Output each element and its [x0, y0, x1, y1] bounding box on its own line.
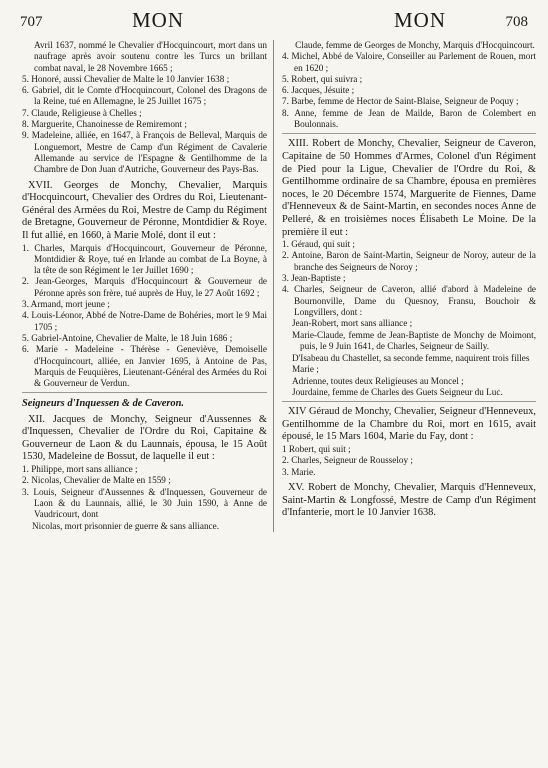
sub-item: Jean-Robert, mort sans alliance ;	[292, 318, 413, 329]
section-xii: XII. Jacques de Monchy, Seigneur d'Aussennes & d'Inquessen, Chevalier de l'Ordre du Roi, Capitaine & Gouverneur de Laon & du Launnais, épousa, le 15 Août 1530, Madeleine de Bossut, de laquelle il eut :	[22, 413, 267, 463]
list-item: 2. Jean-Georges, Marquis d'Hocquincourt & Gouverneur de Péronne après son frère, tué auprès de Huy, le 27 Août 1692 ;	[22, 276, 267, 298]
list-item: 3. Jean-Baptiste ;	[282, 273, 346, 284]
list-item: 4. Michel, Abbé de Valoire, Conseiller au Parlement de Rouen, mort en 1620 ;	[282, 51, 536, 73]
section-xiii: XIII. Robert de Monchy, Chevalier, Seigneur de Caveron, Capitaine de 50 Hommes d'Armes, Colonel d'un Régiment de Pied pour la Ligue, Chevalier de l'Ordre du Roi, & Gentilhomme ordinaire de sa Chambre, épousa en premières noces, le 20 Décembre 1574, Marguerite de Fiennes, Dame d'Henneveux & de Saint-Martin, en secondes noces Anne de Pelleré, & en troisièmes noces Élisabeth Le Moine. De la première il eut :	[282, 138, 536, 238]
list-item: 2. Antoine, Baron de Saint-Martin, Seigneur de Noroy, auteur de la branche des Seigneurs de Noroy ;	[282, 250, 536, 272]
list-item: 2. Charles, Seigneur de Rousseloy ;	[282, 455, 413, 466]
list-item: 9. Madeleine, alliée, en 1647, à François de Belleval, Marquis de Longuemort, Mestre de Camp d'un Régiment de Cavalerie Allemande au service de l'Espagne & Gentilhomme de la Chambre de Don Juan d'Autriche, Gouverneur des Pays-Bas.	[22, 130, 267, 175]
left-page-number: 707	[20, 14, 43, 30]
list-item: 7. Claude, Religieuse à Chelles ;	[22, 107, 142, 118]
list-item: 6. Jacques, Jésuite ;	[282, 85, 355, 96]
list-item: 8. Marguerite, Chanoinesse de Remiremont ;	[22, 119, 187, 130]
list-item: 3. Louis, Seigneur d'Aussennes & d'Inquessen, Gouverneur de Laon & du Launnais, allié, le 30 Juin 1590, à Anne de Vaudricourt, dont	[22, 486, 267, 520]
right-column	[274, 40, 536, 532]
list-item: 1. Philippe, mort sans alliance ;	[22, 464, 138, 475]
divider	[282, 133, 536, 134]
second-marriage-paragraph: D'Isabeau du Chastellet, sa seconde femme, naquirent trois filles	[292, 353, 530, 364]
section-xiv: XIV Géraud de Monchy, Chevalier, Seigneur d'Henneveux, Gentilhomme de la Chambre du Roi, mort en 1615, avait épousé, le 15 Mars 1604, Marie du Fay, dont :	[282, 406, 536, 443]
two-column-body	[12, 40, 538, 532]
list-item: 6. Marie - Madeleine - Thérèse - Geneviève, Demoiselle d'Hocquincourt, alliée, en Janvier 1695, à Antoine de Pas, Marquis de Feuquières, Lieutenant-Général des Armées du Roi & Gouverneur de Verdun.	[22, 344, 267, 389]
list-item: 7. Barbe, femme de Hector de Saint-Blaise, Seigneur de Poquy ;	[282, 96, 519, 107]
list-item: 1. Charles, Marquis d'Hocquincourt, Gouverneur de Péronne, Montdidier & Roye, tué en Irlande au combat de La Boyne, à la tête de son Régiment le 1er Juillet 1690 ;	[22, 242, 267, 276]
section-xvii: XVII. Georges de Monchy, Chevalier, Marquis d'Hocquincourt, Chevalier des Ordres du Roi, Lieutenant-Général des Armées du Roi, Mestre de Camp du Régiment de Bretagne, Gouverneur de Péronne, Montdidier & Roye. Il fut allié, en 1660, à Marie Molé, dont il eut :	[22, 179, 267, 241]
list-item: 1 Robert, qui suit ;	[282, 444, 351, 455]
list-item: 1. Géraud, qui suit ;	[282, 239, 355, 250]
branch-heading: Seigneurs d'Inquessen & de Caveron.	[22, 398, 184, 410]
sub-item: Jourdaine, femme de Charles des Guets Seigneur du Luc.	[292, 386, 503, 397]
continued-paragraph: Claude, femme de Georges de Monchy, Marquis d'Hocquincourt.	[295, 40, 535, 50]
list-item: 8. Anne, femme de Jean de Mailde, Baron de Colembert en Boulonnais.	[282, 107, 536, 130]
sub-item: Adrienne, toutes deux Religieuses au Moncel ;	[292, 375, 464, 386]
right-running-head: MON	[394, 8, 447, 32]
sub-item: Marie ;	[292, 364, 319, 375]
list-item: 5. Honoré, aussi Chevalier de Malte le 10 Janvier 1638 ;	[22, 73, 230, 84]
list-item: 4. Louis-Léonor, Abbé de Notre-Dame de Bohéries, mort le 9 Mai 1705 ;	[22, 310, 267, 332]
list-item: 5. Gabriel-Antoine, Chevalier de Malte, le 18 Juin 1686 ;	[22, 332, 233, 343]
page-header	[12, 6, 538, 40]
sub-item: Nicolas, mort prisonnier de guerre & sans alliance.	[32, 520, 220, 531]
sub-item: Marie-Claude, femme de Jean-Baptiste de Monchy de Moimont, puis, le 9 Juin 1641, de Charles, Seigneur de Sailly.	[292, 329, 536, 351]
list-item: 6. Gabriel, dit le Comte d'Hocquincourt, Colonel des Dragons de la Reine, tué en Allemagne, le 25 Juillet 1675 ;	[22, 85, 267, 107]
divider	[282, 401, 536, 402]
left-running-head: MON	[132, 8, 185, 32]
list-item: 3. Armand, mort jeune ;	[22, 299, 110, 310]
left-column	[12, 40, 274, 532]
list-item: 2. Nicolas, Chevalier de Malte en 1559 ;	[22, 475, 171, 486]
right-page-number: 708	[505, 14, 528, 30]
section-xv: XV. Robert de Monchy, Chevalier, Marquis d'Henneveux, Saint-Martin & Longfossé, Mestre de Camp d'un Régiment d'Infanterie, mort le 10 Janvier 1638.	[282, 481, 536, 519]
continued-paragraph: Avril 1637, nommé le Chevalier d'Hocquincourt, mort dans un naufrage après avoir soutenu contre les Turcs un brillant combat naval, le 28 Novembre 1665 ;	[34, 40, 267, 73]
divider	[22, 392, 267, 393]
list-item: 5. Robert, qui suivra ;	[282, 73, 363, 84]
list-item: 3. Marie.	[282, 466, 316, 477]
list-item: 4. Charles, Seigneur de Caveron, allié d'abord à Madeleine de Bournonville, Dame du Quesnoy, Fransu, Bouchoir & Longvillers, dont :	[282, 284, 536, 317]
